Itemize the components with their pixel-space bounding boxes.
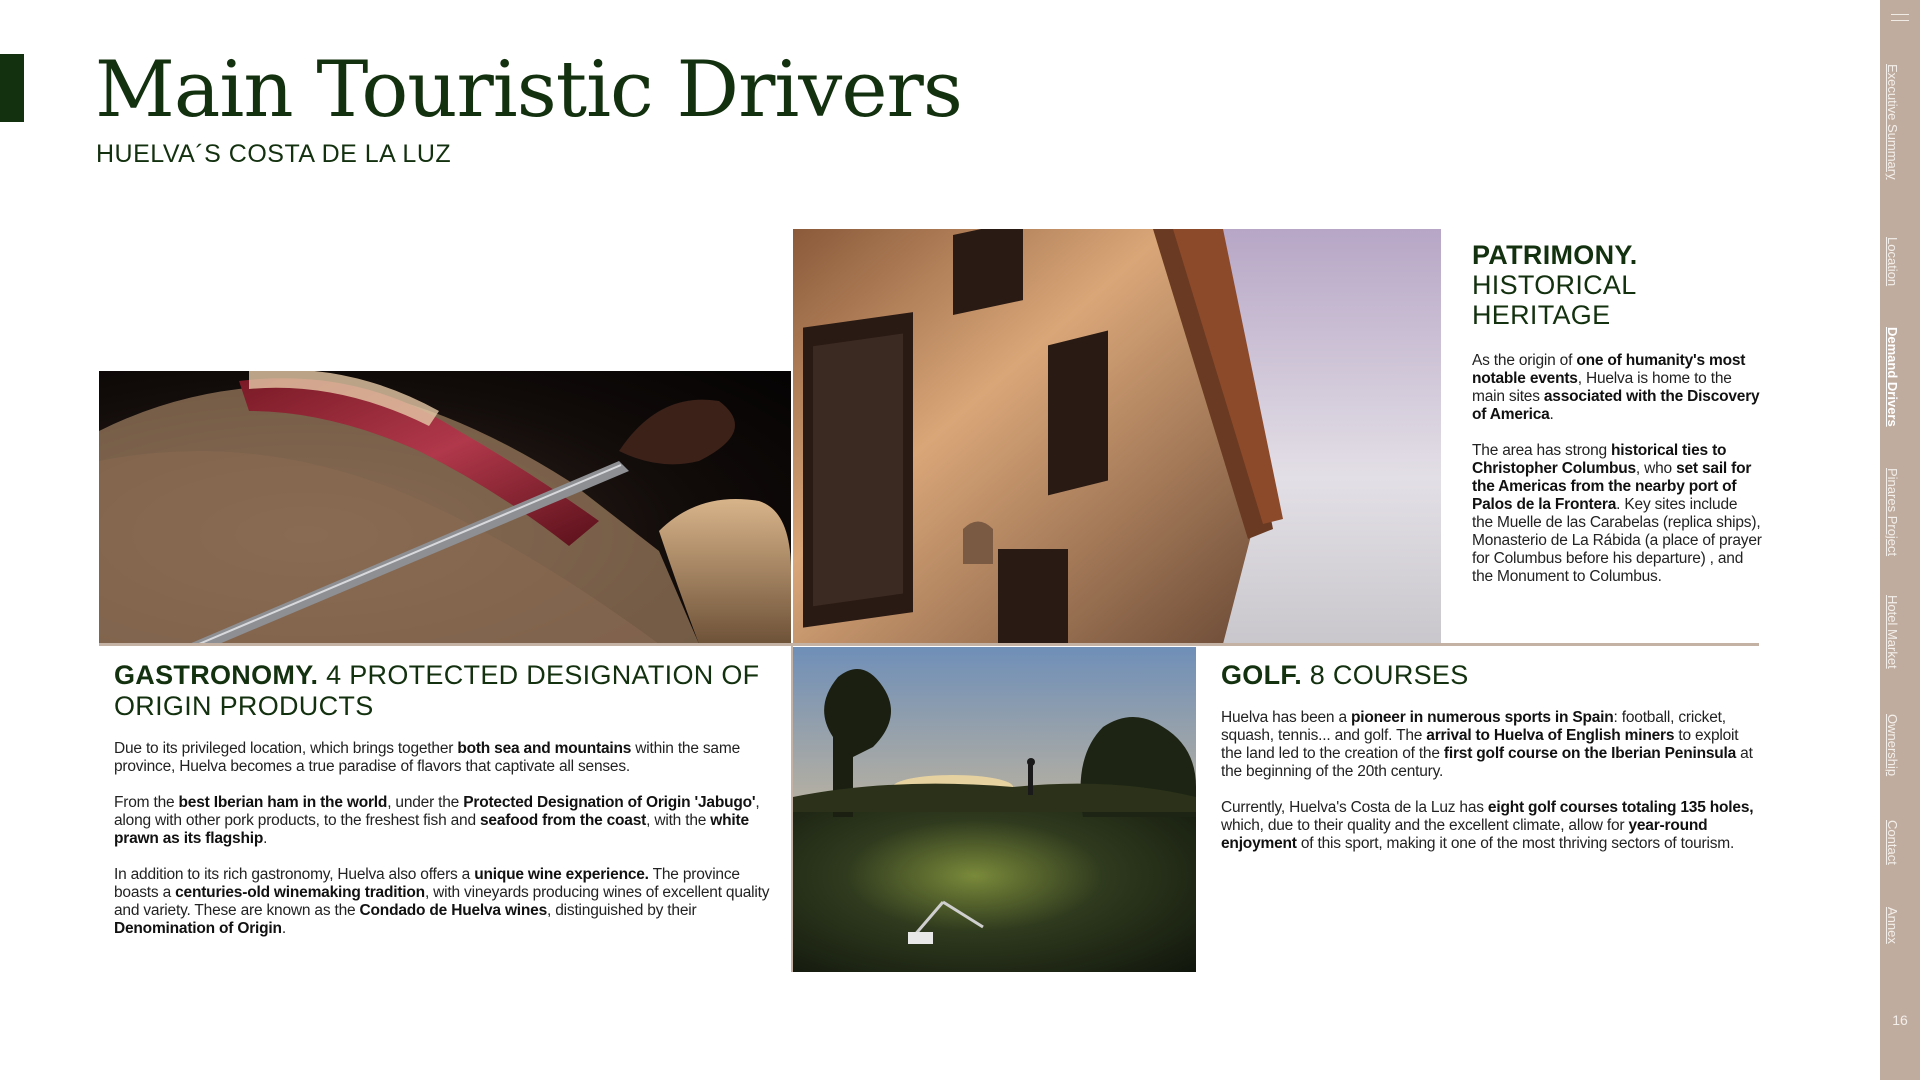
page-title: Main Touristic Drivers <box>95 45 962 135</box>
text-run: The area has strong <box>1472 442 1612 459</box>
text-run: As the origin of <box>1472 352 1577 369</box>
bold-text: Protected Designation of Origin 'Jabugo' <box>463 794 756 811</box>
text-run: . <box>1549 406 1554 423</box>
gastronomy-title-bold: GASTRONOMY. <box>114 660 319 690</box>
bold-text: one of humanity's most notable events <box>1472 352 1746 387</box>
bold-text: year-round enjoyment <box>1221 817 1708 852</box>
text-run: , along with other pork products, to the freshest fish and <box>114 794 760 829</box>
text-run: . <box>263 830 268 847</box>
golf-course-photo <box>793 647 1196 972</box>
section-divider-vertical <box>791 646 793 972</box>
bold-text: eight golf courses totaling 135 holes, <box>1487 799 1754 816</box>
bold-text: historical ties to Christopher Columbus <box>1472 442 1727 477</box>
text-run: , distinguished by their <box>547 902 697 919</box>
nav-item-annex[interactable]: Annex <box>1885 907 1900 944</box>
patrimony-section <box>1472 240 1762 604</box>
accent-bar <box>0 54 24 122</box>
bold-text: Condado de Huelva wines <box>359 902 548 919</box>
page-number: 16 <box>1892 1012 1908 1028</box>
bold-text: arrival to Huelva of English miners <box>1426 727 1675 744</box>
nav-item-contact[interactable]: Contact <box>1885 820 1900 865</box>
bold-text: both sea and mountains <box>457 740 632 757</box>
patrimony-title-bold: PATRIMONY. <box>1472 240 1638 270</box>
text-run: The province boasts a <box>114 866 740 901</box>
nav-item-hotel-market[interactable]: Hotel Market <box>1885 595 1900 669</box>
golf-heading <box>1221 660 1761 691</box>
text-run: Due to its privileged location, which brings together <box>114 740 458 757</box>
golf-title-rest: 8 COURSES <box>1302 660 1469 690</box>
text-run: of this sport, making it one of the most thriving sectors of tourism. <box>1296 835 1735 852</box>
side-navigation <box>1880 0 1920 1080</box>
nav-item-ownership[interactable]: Ownership <box>1885 714 1900 777</box>
golf-paragraph <box>1221 709 1761 781</box>
text-run: . <box>281 920 286 937</box>
nav-item-location[interactable]: Location <box>1885 237 1900 287</box>
nav-item-executive-summary[interactable]: Executive Summary <box>1885 64 1900 180</box>
patrimony-paragraph <box>1472 442 1762 586</box>
text-run: which, due to their quality and the excellent climate, allow for <box>1221 817 1629 834</box>
menu-icon[interactable] <box>1891 14 1909 28</box>
bold-text: best Iberian ham in the world <box>178 794 388 811</box>
text-run: at the beginning of the 20th century. <box>1221 745 1753 780</box>
golf-title-bold: GOLF. <box>1221 660 1302 690</box>
text-run: to exploit the land led to the creation of the <box>1221 727 1739 762</box>
golf-paragraph <box>1221 799 1761 853</box>
bold-text: unique wine experience. <box>474 866 649 883</box>
bold-text: Denomination of Origin <box>114 920 282 937</box>
patrimony-title-line3: HERITAGE <box>1472 300 1611 330</box>
gastronomy-paragraph <box>114 794 774 848</box>
gastronomy-paragraph <box>114 866 774 938</box>
text-run: , who <box>1635 460 1677 477</box>
text-run: Huelva has been a <box>1221 709 1351 726</box>
bold-text: seafood from the coast <box>479 812 647 829</box>
historic-building-photo <box>793 229 1441 644</box>
patrimony-heading <box>1472 240 1762 330</box>
bold-text: set sail for the Americas from the nearby port of Palos de la Frontera <box>1472 460 1752 513</box>
golf-section <box>1221 660 1761 871</box>
text-run: , with the <box>646 812 711 829</box>
text-run: . Key sites include the Muelle de las Carabelas (replica ships), Monasterio de La Rábida (a place of prayer for Columbus before his departure) , and the Monument to Columbus. <box>1472 496 1762 585</box>
nav-item-demand-drivers[interactable]: Demand Drivers <box>1885 327 1900 427</box>
bold-text: white prawn as its flagship <box>114 812 749 847</box>
gastronomy-section <box>114 660 774 956</box>
gastronomy-paragraph <box>114 740 774 776</box>
bold-text: centuries-old winemaking tradition <box>175 884 425 901</box>
patrimony-title-line2: HISTORICAL <box>1472 270 1637 300</box>
nav-item-pinares-project[interactable]: Pinares Project <box>1885 468 1900 557</box>
section-divider <box>99 643 1759 646</box>
text-run: , under the <box>387 794 464 811</box>
bold-text: pioneer in numerous sports in Spain <box>1350 709 1614 726</box>
patrimony-paragraph <box>1472 352 1762 424</box>
page-subtitle: HUELVA´S COSTA DE LA LUZ <box>96 140 452 168</box>
text-run: , Huelva is home to the main sites <box>1472 370 1732 405</box>
gastronomy-title-rest: 4 PROTECTED DESIGNATION OF ORIGIN PRODUCTS <box>114 660 760 721</box>
text-run: In addition to its rich gastronomy, Huelva also offers a <box>114 866 475 883</box>
text-run: Currently, Huelva's Costa de la Luz has <box>1221 799 1488 816</box>
jamon-photo <box>99 371 791 644</box>
text-run: within the same province, Huelva becomes a true paradise of flavors that captivate all senses. <box>114 740 740 775</box>
bold-text: associated with the Discovery of America <box>1472 388 1760 423</box>
text-run: : football, cricket, squash, tennis... and golf. The <box>1221 709 1726 744</box>
bold-text: first golf course on the Iberian Peninsula <box>1443 745 1737 762</box>
gastronomy-heading <box>114 660 774 722</box>
text-run: , with vineyards producing wines of excellent quality and variety. These are known as the <box>114 884 770 919</box>
text-run: From the <box>114 794 179 811</box>
